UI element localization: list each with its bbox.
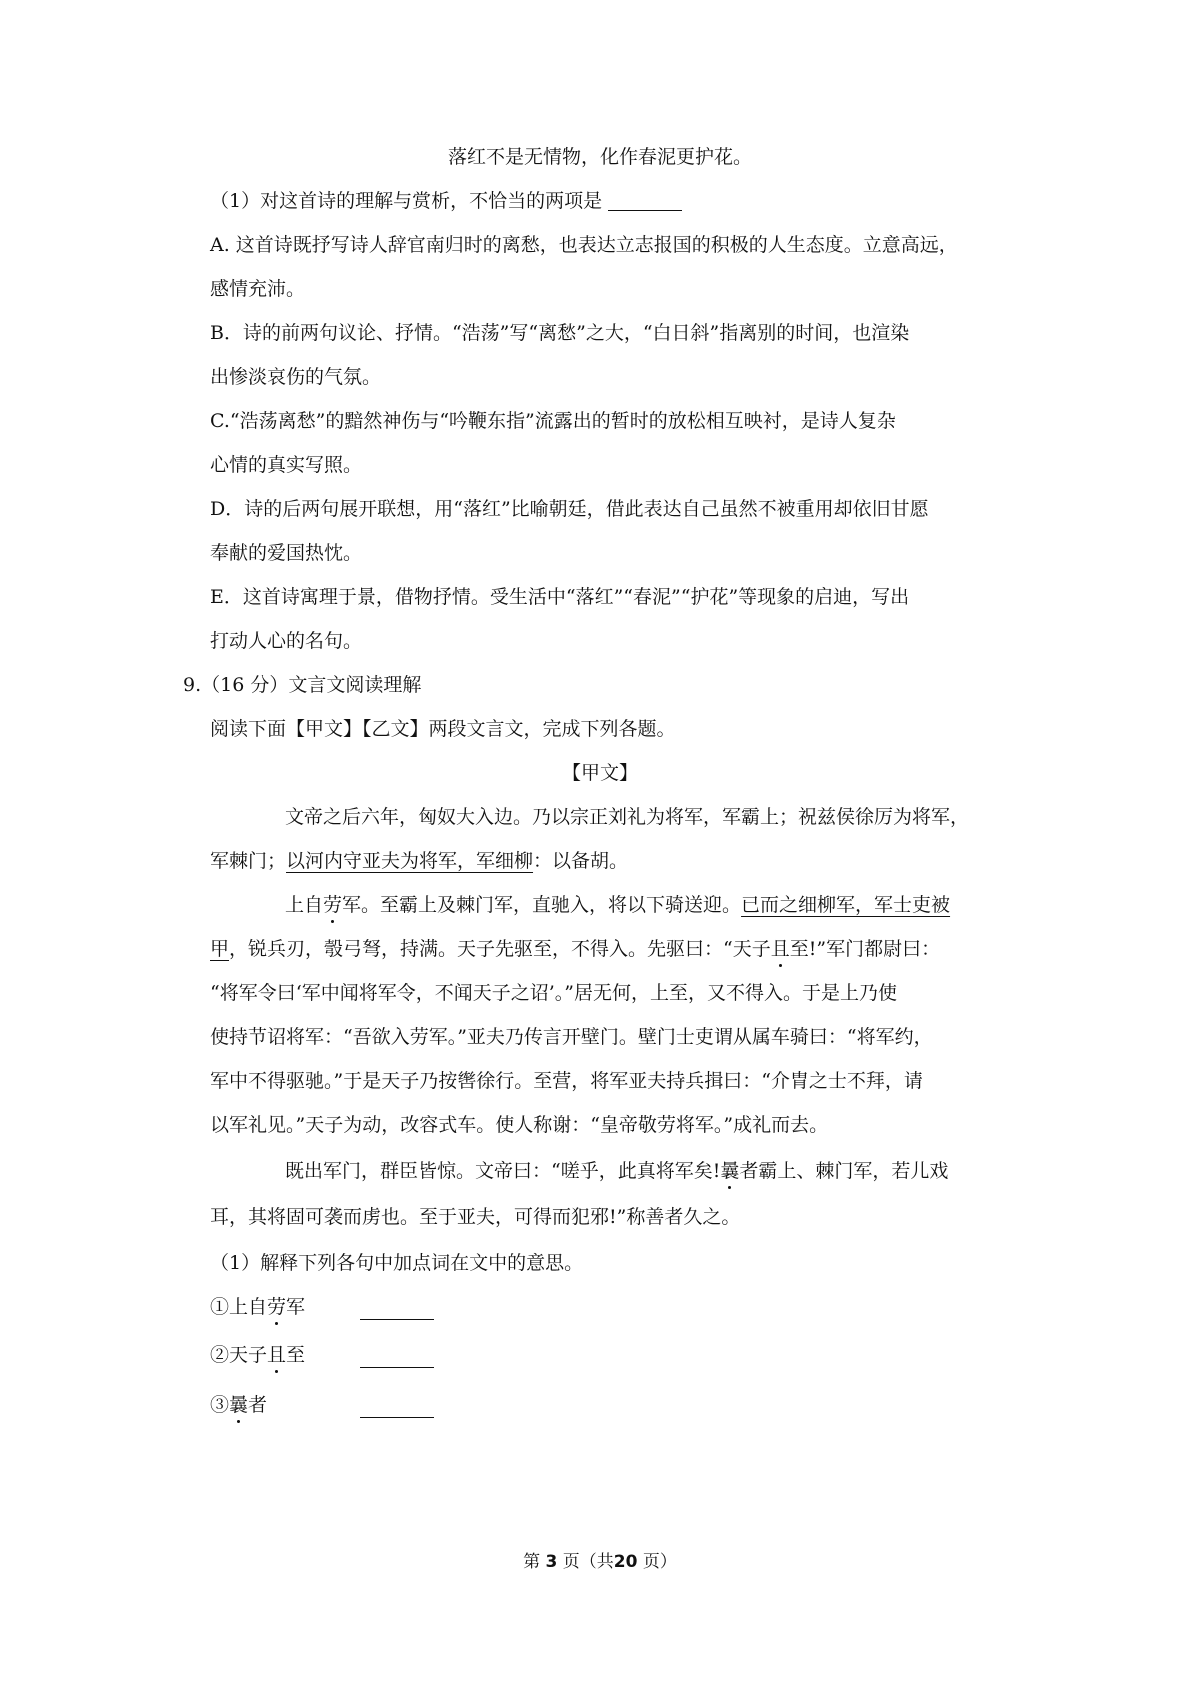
option-e-line1: E．这首诗寓理于景，借物抒情。受生活中“落红”“春泥”“护花”等现象的启迪，写出 <box>210 586 910 608</box>
p3-line1: 既出军门，群臣皆惊。文帝曰：“嗟乎，此真将军矣!曩者霸上、棘门军，若儿戏 <box>285 1160 949 1182</box>
p3-line2: 耳，其将固可袭而虏也。至于亚夫，可得而犯邪!”称善者久之。 <box>210 1206 741 1228</box>
q8-1-prompt: （1）对这首诗的理解与赏析，不恰当的两项是 <box>210 186 1030 216</box>
p2-line1: 上自劳军。至霸上及棘门军，直驰入，将以下骑送迎。已而之细柳军，军士吏被 <box>285 894 951 916</box>
dotted-word: 曩 <box>720 1160 740 1182</box>
q9-intro: 阅读下面【甲文】【乙文】两段文言文，完成下列各题。 <box>210 718 676 740</box>
answer-blank-3[interactable] <box>360 1416 434 1418</box>
total-pages-number: 20 <box>613 1552 638 1572</box>
p2-line6: 以军礼见。”天子为动，改容式车。使人称谢：“皇帝敬劳将军。”成礼而去。 <box>210 1114 829 1136</box>
q9-heading: 9.（16 分）文言文阅读理解 <box>183 674 422 696</box>
answer-blank[interactable] <box>608 209 682 211</box>
option-a-line1: A. 这首诗既抒写诗人辞官南归时的离愁，也表达立志报国的积极的人生态度。立意高远， <box>210 234 958 256</box>
p2-line4: 使持节诏将军：“吾欲入劳军。”亚夫乃传言开壁门。壁门士吏谓从属车骑曰：“将军约， <box>210 1026 933 1048</box>
option-b-line2: 出惨淡哀伤的气氛。 <box>210 366 382 388</box>
answer-blank-2[interactable] <box>360 1366 434 1368</box>
page-footer: 第 3 页（共20 页） <box>523 1552 677 1572</box>
answer-blank-1[interactable] <box>360 1318 434 1320</box>
option-c-line2: 心情的真实写照。 <box>210 454 363 476</box>
dotted-word: 劳 <box>267 1296 287 1318</box>
p1-line1: 文帝之后六年，匈奴大入边。乃以宗正刘礼为将军，军霸上；祝兹侯徐厉为将军， <box>285 806 970 828</box>
underlined-sentence: 以河内守亚夫为将军，军细柳 <box>286 850 534 872</box>
p2-line3: “将军令曰‘军中闻将军令，不闻天子之诏’。”居无何，上至，又不得入。于是上乃使 <box>210 982 898 1004</box>
option-b-line1: B．诗的前两句议论、抒情。“浩荡”写“离愁”之大，“白日斜”指离别的时间，也渲染 <box>210 322 910 344</box>
option-c-line1: C.“浩荡离愁”的黯然神伤与“吟鞭东指”流露出的暂时的放松相互映衬，是诗人复杂 <box>210 410 896 432</box>
option-e-line2: 打动人心的名句。 <box>210 630 363 652</box>
dotted-word: 且 <box>267 1344 287 1366</box>
item-2: ②天子且至 <box>210 1344 306 1366</box>
underlined-sentence: 甲 <box>210 938 230 960</box>
dotted-word: 曩 <box>229 1394 249 1416</box>
option-d-line1: D．诗的后两句展开联想，用“落红”比喻朝廷，借此表达自己虽然不被重用却依旧甘愿 <box>210 498 929 520</box>
dotted-word: 劳 <box>323 894 343 916</box>
dotted-word: 且 <box>770 938 790 960</box>
p2-line5: 军中不得驱驰。”于是天子乃按辔徐行。至营，将军亚夫持兵揖曰：“介胄之士不拜，请 <box>210 1070 923 1092</box>
underlined-sentence: 已而之细柳军，军士吏被 <box>741 894 951 916</box>
poem-last-line: 落红不是无情物，化作春泥更护花。 <box>447 146 752 168</box>
p2-line2: 甲，锐兵刃，彀弓弩，持满。天子先驱至，不得入。先驱曰：“天子且至!”军门都尉曰： <box>210 938 941 960</box>
item-1: ①上自劳军 <box>210 1296 306 1318</box>
current-page-number: 3 <box>545 1552 558 1572</box>
p1-line2: 军棘门；以河内守亚夫为将军，军细柳：以备胡。 <box>210 850 629 872</box>
q9-sub1-prompt: （1）解释下列各句中加点词在文中的意思。 <box>210 1252 584 1274</box>
item-3: ③曩者 <box>210 1394 268 1416</box>
option-a-line2: 感情充沛。 <box>210 278 306 300</box>
option-d-line2: 奉献的爱国热忱。 <box>210 542 363 564</box>
jia-title: 【甲文】 <box>561 762 638 784</box>
